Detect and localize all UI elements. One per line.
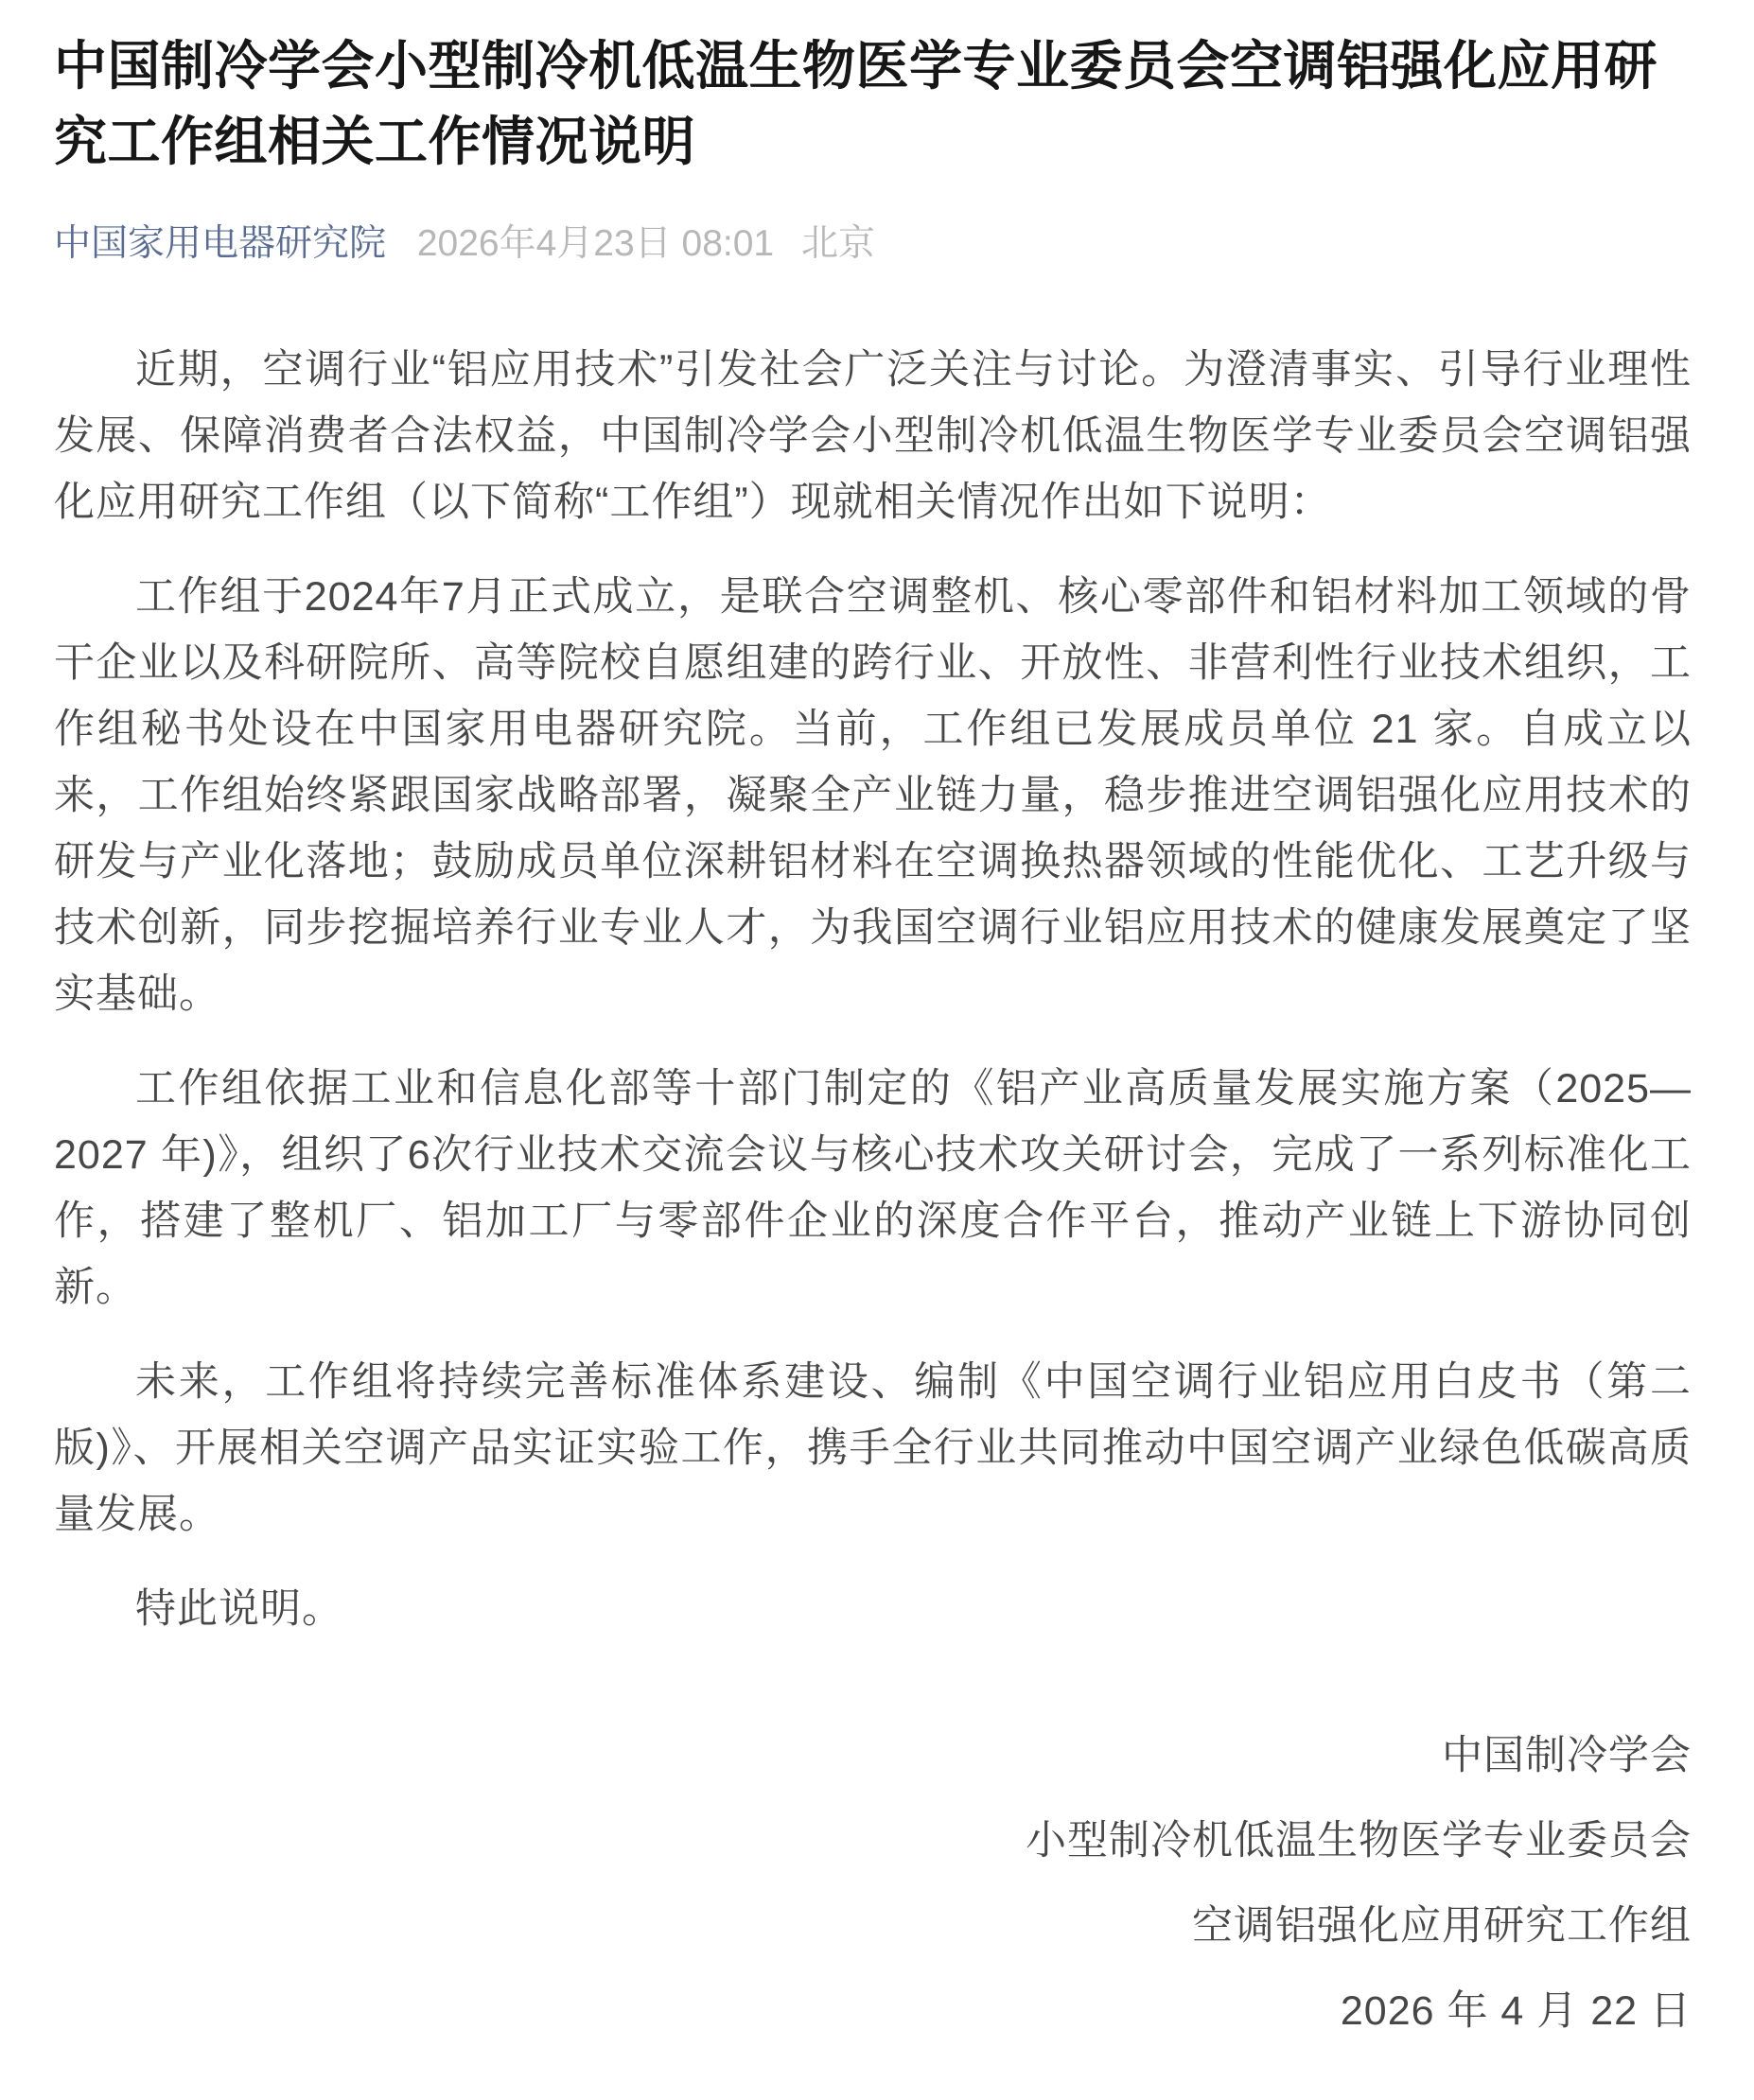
article-title: 中国制冷学会小型制冷机低温生物医学专业委员会空调铝强化应用研究工作组相关工作情况说明 — [54, 36, 1658, 171]
body-paragraph: 近期，空调行业“铝应用技术”引发社会广泛关注与讨论。为澄清事实、引导行业理性发展、保障消费者合法权益，中国制冷学会小型制冷机低温生物医学专业委员会空调铝强化应用研究工作组（以下简称“工作组”）现就相关情况作出如下说明： — [54, 347, 1692, 525]
signature-block — [54, 1723, 1692, 2044]
article-meta-row — [54, 218, 1692, 271]
body-paragraph: 工作组于2024年7月正式成立，是联合空调整机、核心零部件和铝材料加工领域的骨干企业以及科研院所、高等院校自愿组建的跨行业、开放性、非营利性行业技术组织，工作组秘书处设在中国家用电器研究院。当前，工作组已发展成员单位 21 家。自成立以来，工作组始终紧跟国家战略部署，凝聚全产业链力量，稳步推进空调铝强化应用技术的研发与产业化落地；鼓励成员单位深耕铝材料在空调换热器领域的性能优化、工艺升级与技术创新，同步挖掘培养行业专业人才，为我国空调行业铝应用技术的健康发展奠定了坚实基础。 — [54, 574, 1692, 1017]
body-paragraph: 未来，工作组将持续完善标准体系建设、编制《中国空调行业铝应用白皮书（第二版)》、开展相关空调产品实证实验工作，携手全行业共同推动中国空调产业绿色低碳高质量发展。 — [54, 1359, 1692, 1537]
article-body — [54, 337, 1692, 1642]
signature-line-society: 中国制冷学会 — [1442, 1733, 1692, 1778]
signature-line-committee: 小型制冷机低温生物医学专业委员会 — [1026, 1818, 1692, 1864]
signature-line-date: 2026 年 4 月 22 日 — [1340, 1988, 1692, 2034]
publish-location: 北京 — [800, 223, 875, 264]
author-account-link[interactable]: 中国家用电器研究院 — [54, 223, 387, 264]
body-paragraph-closing-note: 特此说明。 — [135, 1586, 343, 1632]
signature-line-workgroup: 空调铝强化应用研究工作组 — [1192, 1903, 1692, 1949]
publish-datetime: 2026年4月23日 08:01 — [416, 223, 775, 264]
body-paragraph: 工作组依据工业和信息化部等十部门制定的《铝产业高质量发展实施方案（2025—2027 年)》，组织了6次行业技术交流会议与核心技术攻关研讨会，完成了一系列标准化工作，搭建了整机厂、铝加工厂与零部件企业的深度合作平台，推动产业链上下游协同创新。 — [54, 1066, 1692, 1310]
